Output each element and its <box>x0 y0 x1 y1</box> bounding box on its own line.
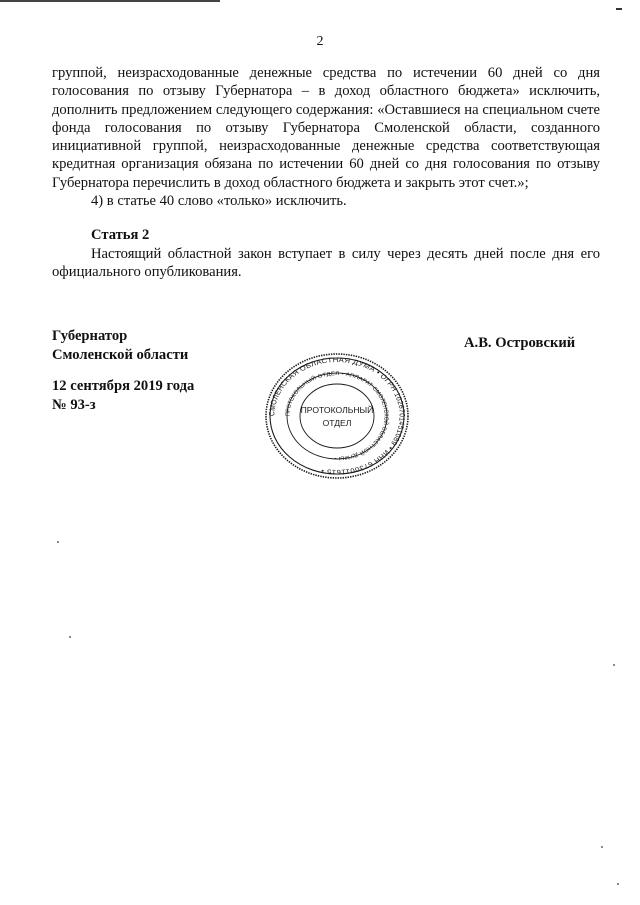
seal-center-line-1: ПРОТОКОЛЬНЫЙ <box>300 405 374 415</box>
official-seal <box>262 351 412 481</box>
law-number: № 93-з <box>52 397 96 413</box>
signature-title <box>52 327 188 365</box>
amendment-item-4: 4) в статье 40 слово «только» исключить. <box>91 193 347 210</box>
scan-speck <box>601 846 603 848</box>
law-date-number <box>52 377 194 415</box>
scan-speck <box>57 541 59 543</box>
continued-paragraph: группой, неизрасходованные денежные средства по истечении 60 дней со дня голосования по отзыву Губернатора – в доход областного бюджета» исключить, дополнить предложением следующего содержания: «Оставшиеся на специальном счете фонда голосования по отзыву Губернатора Смоленской области, созданного инициативной группой, неизрасходованные денежные средства соответствующая кредитная организация обязана по истечении 60 дней со дня голосования по отзыву Губернатора перечислить в доход областного бюджета и закрыть этот счет.»; <box>52 65 600 191</box>
page-number: 2 <box>316 34 324 49</box>
signature-title-line-2: Смоленской области <box>52 347 189 363</box>
law-date: 12 сентября 2019 года <box>52 378 195 394</box>
scan-speck <box>69 636 71 638</box>
article-2-heading: Статья 2 <box>91 227 150 244</box>
scan-speck <box>617 883 619 885</box>
signature-title-line-1: Губернатор <box>52 328 128 344</box>
seal-center-line-2: ОТДЕЛ <box>322 418 352 428</box>
article-2-text: Настоящий областной закон вступает в силу через десять дней после дня его официального опубликования. <box>52 245 600 280</box>
seal-ring-text: СМОЛЕНСКАЯ ОБЛАСТНАЯ ДУМА • ОГРН 1026701451089 • ИНН 6730011615 • <box>266 355 408 477</box>
scan-corner-mark <box>616 8 622 10</box>
signatory-name: А.В. Островский <box>464 335 576 351</box>
document-body <box>52 64 600 281</box>
scan-edge-line <box>0 0 220 2</box>
seal-inner-ring-text: ПРОТОКОЛЬНЫЙ ОТДЕЛ • АППАРАТ СМОЛЕНСКОЙ ОБЛАСТНОЙ ДУМЫ • <box>285 371 389 461</box>
scan-speck <box>613 664 615 666</box>
